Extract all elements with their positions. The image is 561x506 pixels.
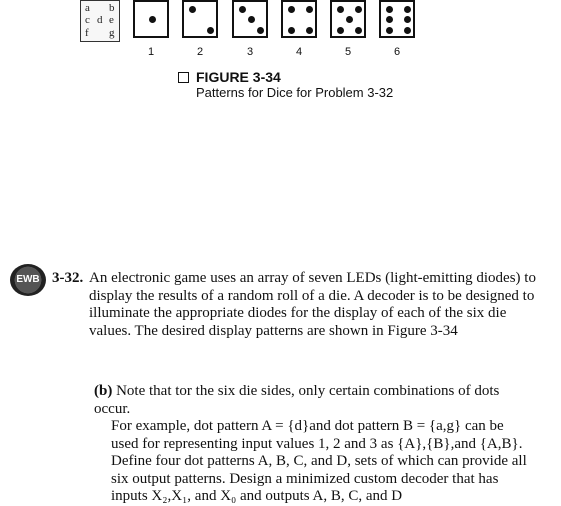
die-dot-f (386, 27, 393, 34)
die-dot-e (404, 16, 411, 23)
key-label-g: g (109, 27, 115, 39)
die-dot-g (404, 27, 411, 34)
led-key-grid (80, 0, 120, 42)
die-dot-a (189, 6, 196, 13)
die-number-4: 4 (295, 46, 303, 58)
die-dot-g (306, 27, 313, 34)
die-dot-b (404, 6, 411, 13)
key-label-a: a (85, 2, 90, 14)
die-6 (379, 0, 415, 38)
part-b-body: For example, dot pattern A = {d}and dot pattern B = {a,g} can be used for representing input values 1, 2 and 3 as {A},{B},and {A,B}. Define four dot patterns A, B, C, and D, sets of which can provide all six output patterns. Design a minimized custom decoder that has inputs X₂,X₁, and X₀ and outputs A, B, C, and D (111, 418, 527, 504)
die-dot-f (337, 27, 344, 34)
die-1 (133, 0, 169, 38)
die-dot-b (355, 6, 362, 13)
die-4 (281, 0, 317, 38)
part-b-line1: Note that tor the six die sides, only certain combinations of dots occur. (94, 383, 500, 417)
die-dot-a (386, 6, 393, 13)
die-dot-a (337, 6, 344, 13)
ewb-badge-icon: EWB (10, 264, 46, 296)
die-dot-d (149, 16, 156, 23)
die-dot-a (288, 6, 295, 13)
die-dot-f (288, 27, 295, 34)
die-number-6: 6 (393, 46, 401, 58)
key-label-b: b (109, 2, 115, 14)
key-label-c: c (85, 14, 90, 26)
die-number-2: 2 (196, 46, 204, 58)
die-dot-d (346, 16, 353, 23)
die-dot-a (239, 6, 246, 13)
die-dot-g (355, 27, 362, 34)
figure-title: FIGURE 3-34 (196, 69, 281, 85)
figure-marker-icon (178, 72, 189, 83)
die-dot-g (257, 27, 264, 34)
die-dot-g (207, 27, 214, 34)
die-number-3: 3 (246, 46, 254, 58)
die-dot-c (386, 16, 393, 23)
problem-text: An electronic game uses an array of seven LEDs (light-emitting diodes) to display the results of a random roll of a die. A decoder is to be designed to illuminate the appropriate diodes for the display of each of the six die values. The desired display patterns are shown in Figure 3-34 (89, 270, 536, 339)
figure-caption: Patterns for Dice for Problem 3-32 (196, 85, 394, 100)
die-number-1: 1 (147, 46, 155, 58)
die-dot-b (306, 6, 313, 13)
part-b-label: (b) (94, 383, 113, 399)
die-3 (232, 0, 268, 38)
part-b (94, 383, 534, 506)
key-label-f: f (85, 27, 89, 39)
problem-number: 3-32. (52, 270, 84, 286)
die-5 (330, 0, 366, 38)
key-label-e: e (109, 14, 114, 26)
die-2 (182, 0, 218, 38)
key-label-d: d (97, 14, 103, 26)
die-number-5: 5 (344, 46, 352, 58)
die-dot-d (248, 16, 255, 23)
